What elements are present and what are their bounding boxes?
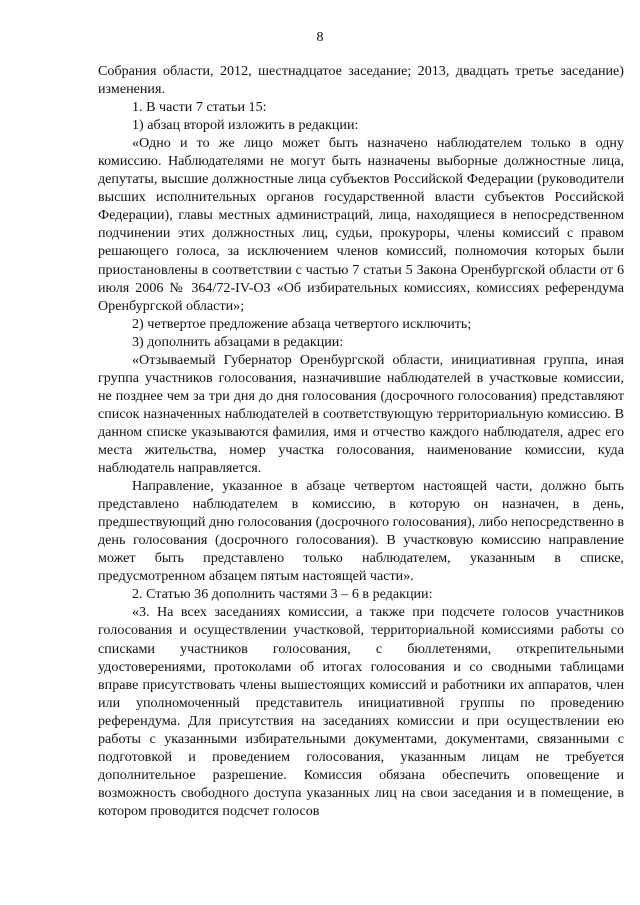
paragraph-subitem-3: 3) дополнить абзацами в редакции: [132, 333, 344, 350]
paragraph-quoted-observers: «Одно и то же лицо может быть назначено наблюдателем только в одну комиссию. Наблюдателями не могут быть назначены выборные должностные лица, депутаты, высшие должностные лица субъектов Российской Федерации (руководители высших исполнительных органов государственной власти субъектов Российской Федерации), главы местных администраций, лица, находящиеся в непосредственном подчинении этих должностных лиц, судьи, прокуроры, члены комиссий с правом решающего голоса, за исключением членов комиссий, полномочия которых были приостановлены в соответствии с частью 7 статьи 5 Закона Оренбургской области от 6 июля 2006 № 364/72-IV-ОЗ «Об избирательных комиссиях, комиссиях референдума Оренбургской области»; [98, 135, 624, 314]
document-body [98, 62, 624, 820]
paragraph-item-2: 2. Статью 36 дополнить частями 3 – 6 в редакции: [132, 586, 433, 603]
paragraph-subitem-2: 2) четвертое предложение абзаца четвертого исключить; [132, 315, 472, 332]
paragraph-subitem-1: 1) абзац второй изложить в редакции: [132, 117, 359, 134]
page-number: 8 [316, 30, 324, 45]
paragraph-quoted-list: «Отзываемый Губернатор Оренбургской области, инициативная группа, иная группа участников голосования, назначившие наблюдателей в участковые комиссии, не позднее чем за три дня до дня голосования (досрочного голосования) представляют список назначенных наблюдателей в соответствующую территориальную комиссию. В данном списке указываются фамилия, имя и отчество каждого наблюдателя, адрес его места жительства, номер участка голосования, наименование комиссии, куда наблюдатель направляется. [98, 351, 624, 477]
paragraph-quoted-part-3: «3. На всех заседаниях комиссии, а также при подсчете голосов участников голосования и осуществлении участковой, территориальной комиссиями работы со списками участников голосования, с бюллетенями, открепительными удостоверениями, протоколами об итогах голосования и со сводными таблицами вправе присутствовать члены вышестоящих комиссий и работники их аппаратов, член или уполномоченный представитель инициативной группы по проведению референдума. Для присутствия на заседаниях комиссии и при осуществлении ею работы с указанными избирательными документами, документами, связанными с подготовкой и проведением голосования, указанным лицам не требуется дополнительное разрешение. Комиссия обязана обеспечить оповещение и возможность свободного доступа указанных лиц на свои заседания и в помещение, в котором проводится подсчет голосов [98, 604, 624, 819]
paragraph-continuation: Собрания области, 2012, шестнадцатое заседание; 2013, двадцать третье заседание) изменения. [98, 63, 624, 98]
paragraph-direction: Направление, указанное в абзаце четвертом настоящей части, должно быть представлено наблюдателем в комиссию, в которую он назначен, в день, предшествующий дню голосования (досрочного голосования), либо непосредственно в день голосования (досрочного голосования). В участковую комиссию направление может быть представлено только наблюдателем, указанным в списке, предусмотренном абзацем пятым настоящей части». [98, 478, 624, 585]
paragraph-item-1: 1. В части 7 статьи 15: [132, 99, 267, 116]
